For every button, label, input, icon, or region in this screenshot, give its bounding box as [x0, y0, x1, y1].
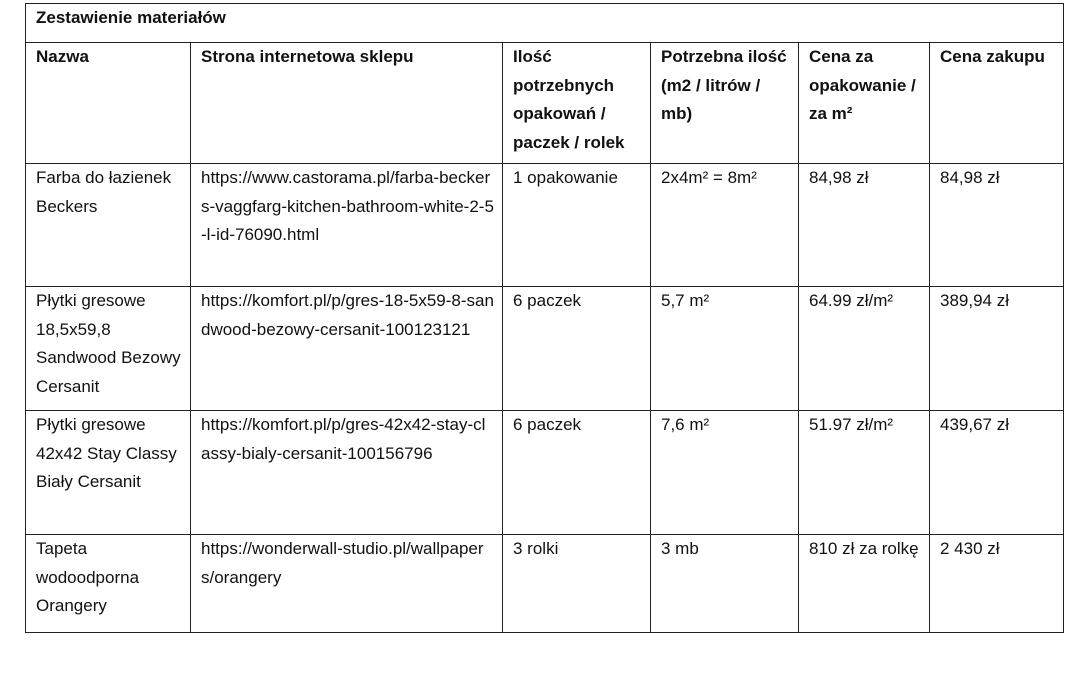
- header-unit-price: Cena za opakowanie / za m²: [799, 43, 930, 164]
- cell-packages: 3 rolki: [503, 535, 651, 633]
- cell-packages: 6 paczek: [503, 287, 651, 411]
- cell-shop-url: https://komfort.pl/p/gres-18-5x59-8-sandwood-bezowy-cersanit-100123121: [191, 287, 503, 411]
- header-total-price: Cena zakupu: [930, 43, 1064, 164]
- header-packages: Ilość potrzebnych opakowań / paczek / rolek: [503, 43, 651, 164]
- cell-total-price: 2 430 zł: [930, 535, 1064, 633]
- cell-total-price: 84,98 zł: [930, 164, 1064, 287]
- header-quantity: Potrzebna ilość (m2 / litrów / mb): [651, 43, 799, 164]
- table-row: [26, 411, 1064, 535]
- table-row: [26, 287, 1064, 411]
- table-title: Zestawienie materiałów: [26, 4, 1064, 43]
- cell-unit-price: 64.99 zł/m²: [799, 287, 930, 411]
- cell-name: Tapeta wodoodporna Orangery: [26, 535, 191, 633]
- cell-unit-price: 810 zł za rolkę: [799, 535, 930, 633]
- cell-shop-url: https://www.castorama.pl/farba-beckers-vaggfarg-kitchen-bathroom-white-2-5-l-id-76090.html: [191, 164, 503, 287]
- cell-packages: 1 opakowanie: [503, 164, 651, 287]
- cell-name: Farba do łazienek Beckers: [26, 164, 191, 287]
- header-name: Nazwa: [26, 43, 191, 164]
- cell-unit-price: 51.97 zł/m²: [799, 411, 930, 535]
- cell-name: Płytki gresowe 42x42 Stay Classy Biały Cersanit: [26, 411, 191, 535]
- table-title-row: [26, 4, 1064, 43]
- cell-packages: 6 paczek: [503, 411, 651, 535]
- cell-shop-url: https://komfort.pl/p/gres-42x42-stay-classy-bialy-cersanit-100156796: [191, 411, 503, 535]
- table-row: [26, 164, 1064, 287]
- cell-total-price: 389,94 zł: [930, 287, 1064, 411]
- cell-shop-url: https://wonderwall-studio.pl/wallpapers/orangery: [191, 535, 503, 633]
- table-row: [26, 535, 1064, 633]
- cell-name: Płytki gresowe 18,5x59,8 Sandwood Bezowy Cersanit: [26, 287, 191, 411]
- cell-quantity: 7,6 m²: [651, 411, 799, 535]
- table-header-row: [26, 43, 1064, 164]
- cell-quantity: 2x4m² = 8m²: [651, 164, 799, 287]
- cell-total-price: 439,67 zł: [930, 411, 1064, 535]
- cell-unit-price: 84,98 zł: [799, 164, 930, 287]
- cell-quantity: 5,7 m²: [651, 287, 799, 411]
- header-shop-url: Strona internetowa sklepu: [191, 43, 503, 164]
- materials-table: [25, 3, 1064, 633]
- cell-quantity: 3 mb: [651, 535, 799, 633]
